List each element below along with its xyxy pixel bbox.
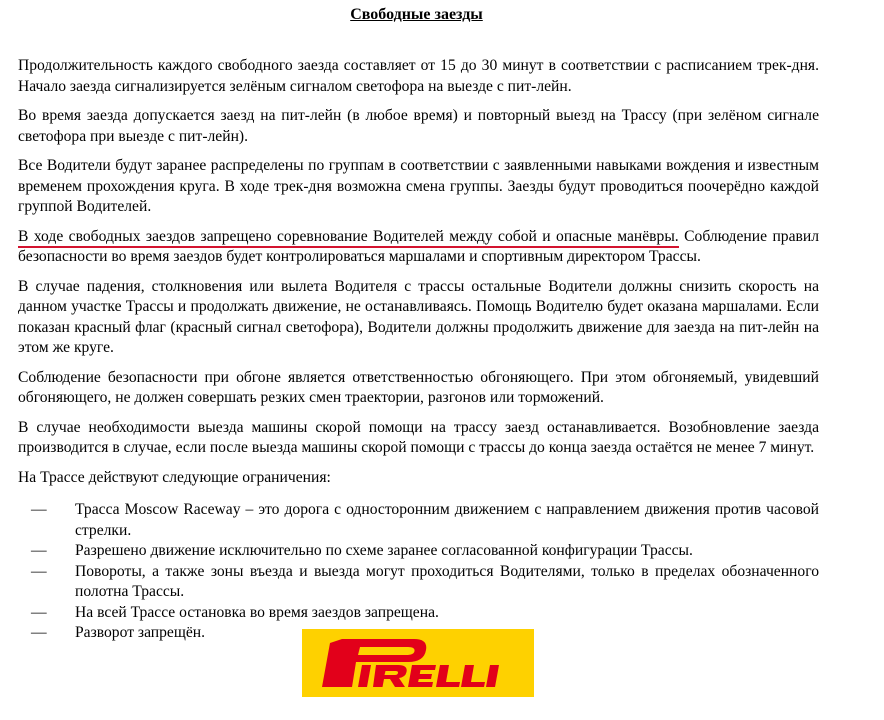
highlighted-rule: В ходе свободных заездов запрещено соревнование Водителей между собой и опасные манёвры.: [18, 228, 679, 248]
paragraph-overtaking: Соблюдение безопасности при обгоне является ответственностью обгоняющего. При этом обгоняемый, увидевший обгоняющего, не должен совершать резких смен траектории, разгонов или торможений.: [18, 368, 819, 406]
list-dash: —: [31, 624, 47, 641]
paragraph-ambulance: В случае необходимости выезда машины скорой помощи на трассу заезд останавливается. Возобновление заезда производится в случае, если после выезда машины скорой помощи с трассы до конца заезда остаётся не менее 7 минут.: [18, 418, 819, 456]
document-page: [18, 0, 819, 644]
paragraph-incidents: В случае падения, столкновения или вылета Водителя с трассы остальные Водители должны снизить скорость на данном участке Трассы и продолжать движение, не останавливаясь. Помощь Водителю будет оказана маршалами. Если показан красный флаг (красный сигнал светофора), Водители должны продолжить движение для заезда на пит-лейн на этом же круге.: [18, 277, 819, 356]
paragraph-pitlane: Во время заезда допускается заезд на пит-лейн (в любое время) и повторный выезд на Трассу (при зелёном сигнале светофора при выезде с пит-лейн).: [18, 107, 819, 145]
list-dash: —: [31, 501, 47, 518]
paragraph-restrictions-intro: На Трассе действуют следующие ограничения:: [18, 468, 331, 486]
pirelli-wordmark: [322, 639, 499, 687]
list-item-text: На всей Трассе остановка во время заездов запрещена.: [75, 603, 439, 621]
paragraph-no-racing: [18, 227, 819, 268]
list-item-text: Разрешено движение исключительно по схеме заранее согласованной конфигурации Трассы.: [75, 542, 693, 559]
paragraph-no-racing-text: Соблюдение правил безопасности во время заездов будет контролироваться маршалами и спортивным директором Трассы.: [18, 227, 819, 265]
pirelli-logo-icon: [302, 629, 534, 697]
list-item: [18, 500, 819, 541]
list-dash: —: [31, 562, 47, 580]
list-item-text: Трасса Moscow Raceway – это дорога с односторонним движением с направлением движения против часовой стрелки.: [75, 501, 819, 539]
list-item-text: Разворот запрещён.: [75, 624, 206, 641]
paragraph-groups: Все Водители будут заранее распределены по группам в соответствии с заявленными навыками вождения и известным временем прохождения круга. В ходе трек-дня возможна смена группы. Заезды будут проводиться поочерёдно каждой группой Водителей.: [18, 157, 819, 215]
paragraph-duration: Продолжительность каждого свободного заезда составляет от 15 до 30 минут в соответствии с расписанием трек-дня. Начало заезда сигнализируется зелёным сигналом светофора на выезде с пит-лейн.: [18, 57, 819, 95]
pirelli-logo: [302, 629, 534, 697]
list-item-text: Повороты, а также зоны въезда и выезда могут проходиться Водителями, только в пределах обозначенного полотна Трассы.: [75, 562, 819, 600]
list-item: [18, 603, 819, 624]
page-title: Свободные заезды: [350, 6, 483, 23]
list-dash: —: [31, 542, 47, 559]
list-item: [18, 562, 819, 603]
list-dash: —: [31, 603, 47, 621]
list-item: [18, 541, 819, 562]
restrictions-list: [18, 500, 819, 644]
